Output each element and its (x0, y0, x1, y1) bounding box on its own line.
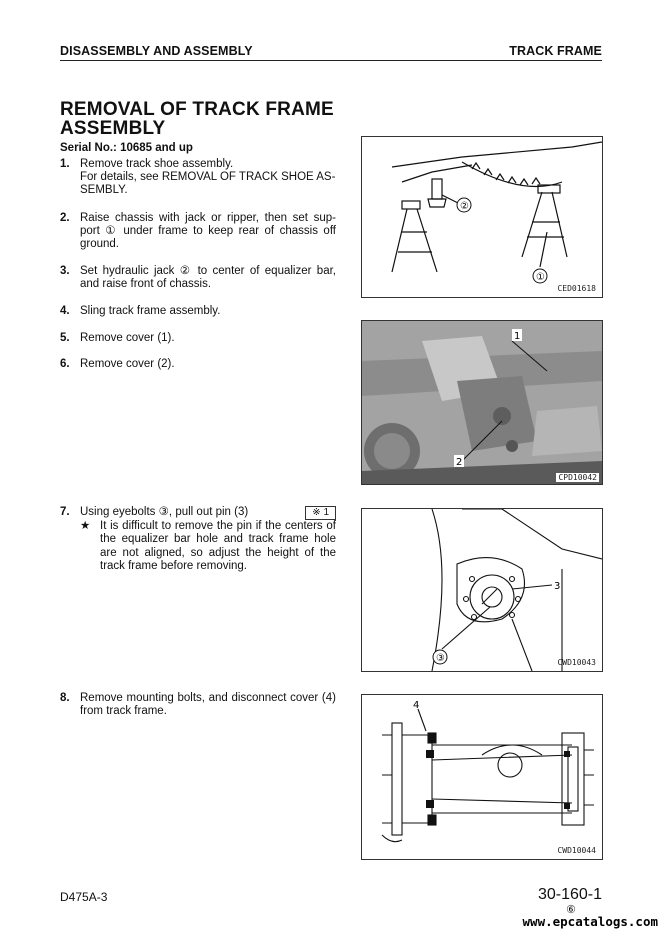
step-text: Remove mounting bolts, and disconnect cover (4) from track frame. (80, 692, 336, 718)
step-text: Set hydraulic jack ② to center of equalizer bar, and raise front of chassis. (80, 265, 336, 291)
step-number: 4. (60, 305, 70, 317)
figure-cover-mounting (361, 694, 603, 860)
figure-pin-removal (361, 508, 603, 672)
figure-label: 2 (456, 457, 463, 468)
figure-covers-photo (361, 320, 603, 485)
note-text: It is difficult to remove the pin if the centers of the equalizer bar hole and track frame hole are not aligned, so adjust the height of the track frame before removing. (100, 520, 336, 572)
step-subtext: For details, see REMOVAL OF TRACK SHOE AS-SEMBLY. (80, 171, 336, 197)
step-5 (60, 332, 336, 345)
footer-revision-mark: ⑥ (566, 904, 576, 916)
step-number: 5. (60, 332, 70, 344)
reference-mark: ※ 1 (305, 506, 336, 520)
step-2 (60, 212, 336, 252)
step-1 (60, 158, 336, 198)
step-text: Remove cover (2). (80, 358, 175, 370)
footer-page-number: 30-160-1 (537, 886, 602, 903)
header-rule (60, 60, 602, 61)
step-6 (60, 358, 336, 371)
serial-number: Serial No.: 10685 and up (60, 142, 193, 154)
header-section-title: DISASSEMBLY AND ASSEMBLY (60, 44, 253, 58)
step-number: 2. (60, 212, 70, 224)
step-text: Raise chassis with jack or ripper, then set sup-port ① under frame to keep rear of chassis off ground. (80, 212, 336, 251)
step-8 (60, 692, 336, 718)
figure-label: 1 (514, 331, 521, 342)
stand-illustration (362, 137, 602, 297)
watermark-url: www.epcatalogs.com (522, 914, 658, 929)
footer-model: D475A-3 (60, 890, 108, 904)
figure-label: 4 (413, 700, 420, 711)
page-title-line2: ASSEMBLY (60, 118, 166, 139)
figure-code: CWD10044 (557, 846, 596, 855)
figure-label: ② (460, 201, 469, 212)
step-note (80, 520, 336, 573)
step-text-row (80, 506, 336, 519)
cover-illustration (362, 695, 602, 859)
page-title-line1: REMOVAL OF TRACK FRAME (60, 99, 334, 120)
star-icon: ★ (80, 520, 91, 533)
step-text: Using eyebolts ③, pull out pin (3) (80, 506, 249, 518)
step-text: Remove cover (1). (80, 332, 175, 344)
step-3 (60, 265, 336, 291)
cover-photo (362, 321, 602, 484)
pin-illustration (362, 509, 602, 671)
figure-label: ③ (436, 653, 445, 664)
header-chapter-title: TRACK FRAME (509, 44, 602, 58)
figure-code: CWD10043 (557, 658, 596, 667)
figure-label: ① (536, 272, 545, 283)
step-4 (60, 305, 336, 318)
step-number: 6. (60, 358, 70, 370)
figure-code: CED01618 (557, 284, 596, 293)
step-text: Sling track frame assembly. (80, 305, 221, 317)
step-7 (60, 506, 336, 573)
step-number: 7. (60, 506, 70, 518)
step-number: 1. (60, 158, 70, 170)
figure-support-stands (361, 136, 603, 298)
figure-label: 3 (554, 581, 561, 592)
step-text: Remove track shoe assembly. (80, 158, 234, 170)
figure-code: CPD10042 (558, 473, 597, 482)
step-number: 8. (60, 692, 70, 704)
step-number: 3. (60, 265, 70, 277)
